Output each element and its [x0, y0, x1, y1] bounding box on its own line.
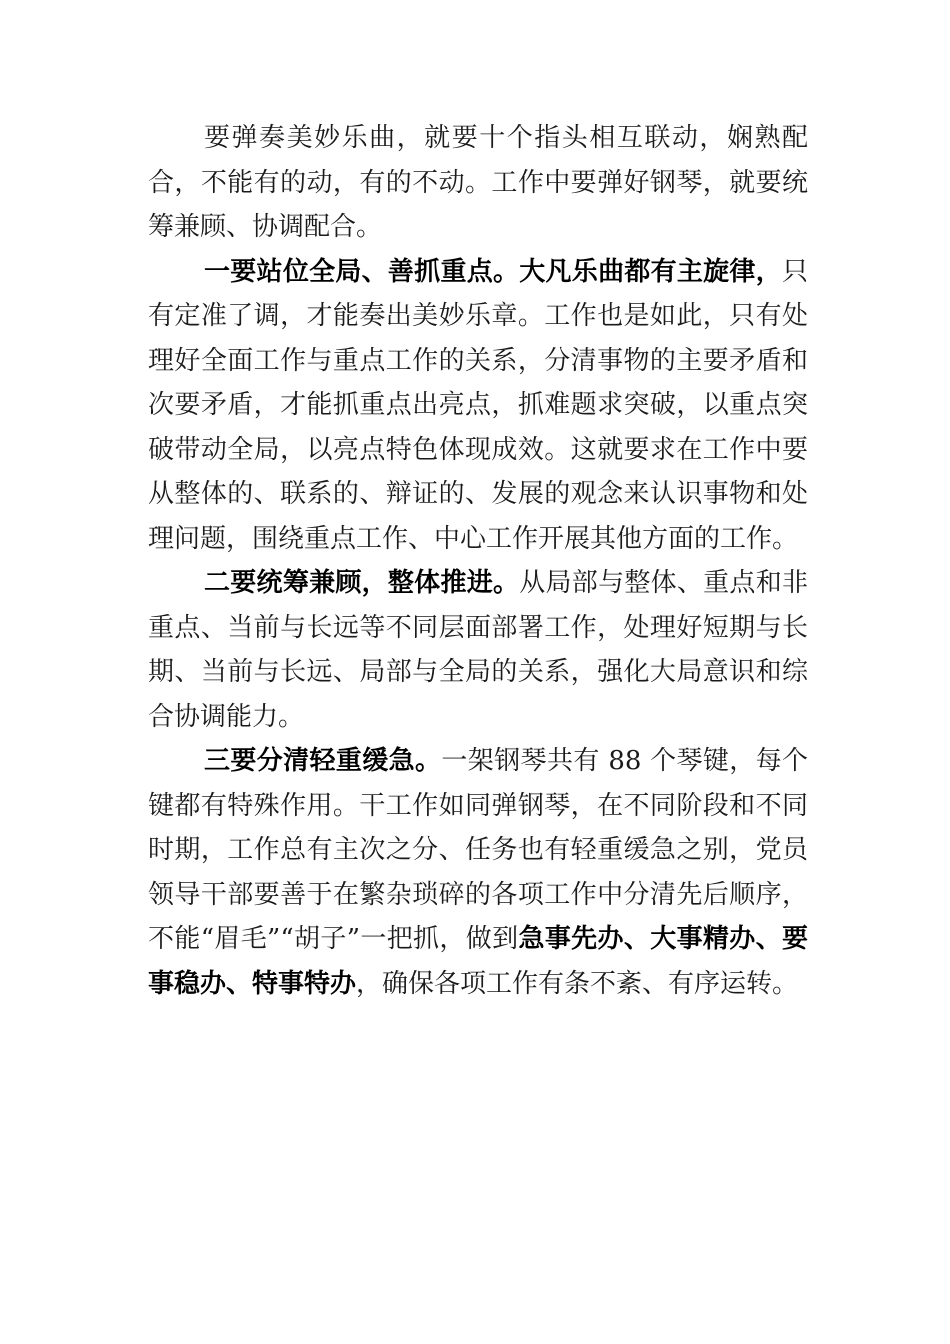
paragraph-point-three — [148, 739, 808, 1006]
point-one-heading: 一要站位全局、善抓重点。大凡乐曲都有主旋律， — [204, 256, 782, 287]
point-two-text: 从局部与整体、重点和非重点、当前与长远等不同层面部署工作，处理好短期与长期、当前与长远、局部与全局的关系，强化大局意识和综合协调能力。 — [148, 568, 808, 732]
document-body — [148, 116, 808, 1006]
point-two-heading: 二要统筹兼顾，整体推进。 — [204, 568, 520, 598]
paragraph-point-one — [148, 250, 808, 562]
point-three-text: 一架钢琴共有 88 个琴键，每个键都有特殊作用。干工作如同弹钢琴，在不同阶段和不同时期，工作总有主次之分、任务也有轻重缓急之别，党员领导干部要善于在繁杂琐碎的各项工作中分清先后顺序，不能“眉毛”“胡子”一把抓，做到 — [148, 746, 808, 954]
paragraph-point-two — [148, 561, 808, 739]
point-three-heading: 三要分清轻重缓急。 — [204, 746, 442, 776]
point-one-text: 只有定准了调，才能奏出美妙乐章。工作也是如此，只有处理好全面工作与重点工作的关系，分清事物的主要矛盾和次要矛盾，才能抓重点出亮点，抓难题求突破，以重点突破带动全局，以亮点特色体现成效。这就要求在工作中要从整体的、联系的、辩证的、发展的观念来认识事物和处理问题，围绕重点工作、中心工作开展其他方面的工作。 — [148, 256, 808, 554]
paragraph-intro-text: 要弹奏美妙乐曲，就要十个指头相互联动，娴熟配合，不能有的动，有的不动。工作中要弹好钢琴，就要统筹兼顾、协调配合。 — [148, 123, 808, 242]
paragraph-intro — [148, 116, 808, 250]
point-three-emphasis: 急事先办、大事精办、要事稳办、特事特办 — [148, 924, 808, 999]
point-three-tail: ，确保各项工作有条不紊、有序运转。 — [356, 968, 799, 999]
